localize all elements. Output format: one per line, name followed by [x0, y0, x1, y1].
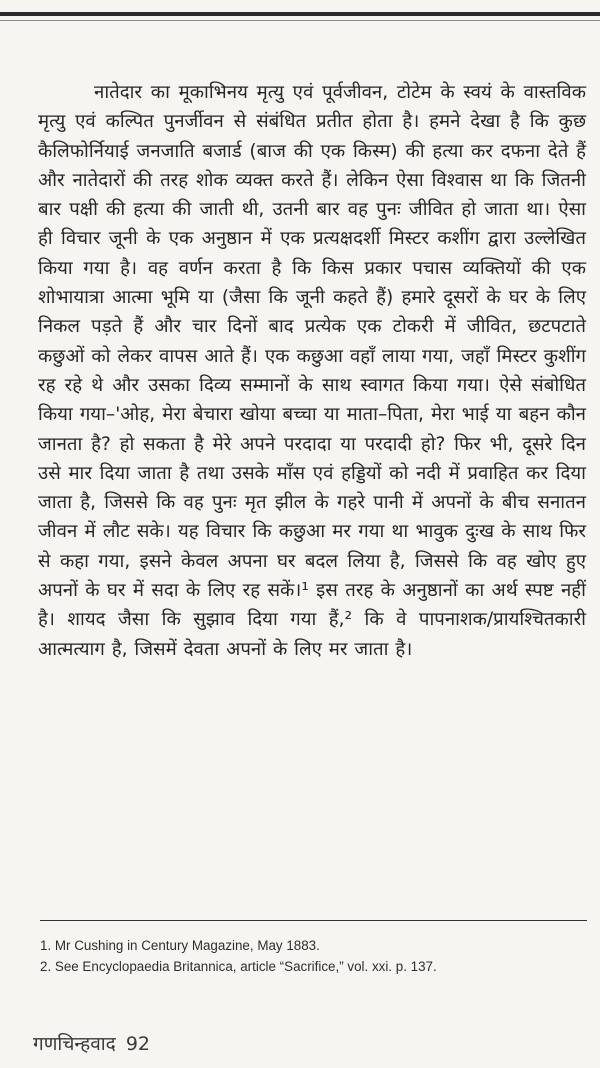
page-number: 92	[125, 1033, 150, 1055]
footnote-separator	[40, 920, 587, 921]
footnote-2: 2. See Encyclopaedia Britannica, article “Sacrifice,” vol. xxi. p. 137.	[40, 959, 437, 974]
header-rule	[0, 12, 600, 16]
footnote-1: 1. Mr Cushing in Century Magazine, May 1883.	[40, 938, 320, 953]
header-rule-thin	[0, 20, 600, 21]
book-title: गणचिन्हवाद	[33, 1033, 116, 1055]
footnotes	[40, 935, 590, 977]
page-footer	[33, 1030, 154, 1056]
body-paragraph: नातेदार का मूकाभिनय मृत्यु एवं पूर्वजीवन, टोटेम के स्वयं के वास्तविक मृत्यु एवं कल्पित पुनर्जीवन से संबंधित प्रतीत होता है। हमने देखा है कि कुछ कैलिफोर्नियाई जनजाति बजार्ड (बाज की एक किस्म) की हत्या कर दफना देते हैं और नातेदारों की तरह शोक व्यक्त करते हैं। लेकिन ऐसा विश्वास था कि जितनी बार पक्षी की हत्या की जाती थी, उतनी बार वह पुनः जीवित हो जाता था। ऐसा ही विचार जूनी के एक अनुष्ठान में एक प्रत्यक्षदर्शी मिस्टर कशींग द्वारा उल्लेखित किया गया है। वह वर्णन करता है कि किस प्रकार पचास व्यक्तियों की एक शोभायात्रा आत्मा भूमि या (जैसा कि जूनी कहते हैं) हमारे दूसरों के घर के लिए निकल पड़ते हैं और चार दिनों बाद प्रत्येक एक टोकरी में जीवित, छटपटाते कछुओं को लेकर वापस आते हैं। एक कछुआ वहाँ लाया गया, जहाँ मिस्टर कुशींग रह रहे थे और उसका दिव्य सम्मानों के साथ स्वागत किया गया। ऐसे संबोधित किया गया–'ओह, मेरा बेचारा खोया बच्चा या माता–पिता, मेरा भाई या बहन कौन जानता है? हो सकता है मेरे अपने परदादा या परदादी हो? फिर भी, दूसरे दिन उसे मार दिया जाता है तथा उसके माँस एवं हड्डियों को नदी में प्रवाहित कर दिया जाता है, जिससे कि वह पुनः मृत झील के गहरे पानी में अपनों के बीच सनातन जीवन में लौट सके। यह विचार कि कछुआ मर गया था भावुक दुःख के साथ फिर से कहा गया, इसने केवल अपना घर बदल लिया है, जिससे कि वह खोए हुए अपनों के घर में सदा के लिए रह सकें।¹ इस तरह के अनुष्ठानों का अर्थ स्पष्ट नहीं है। शायद जैसा कि सुझाव दिया गया हैं,² कि वे पापनाशक/प्रायश्चितकारी आत्मत्याग है, जिसमें देवता अपनों के लिए मर जाता है।	[38, 82, 586, 660]
